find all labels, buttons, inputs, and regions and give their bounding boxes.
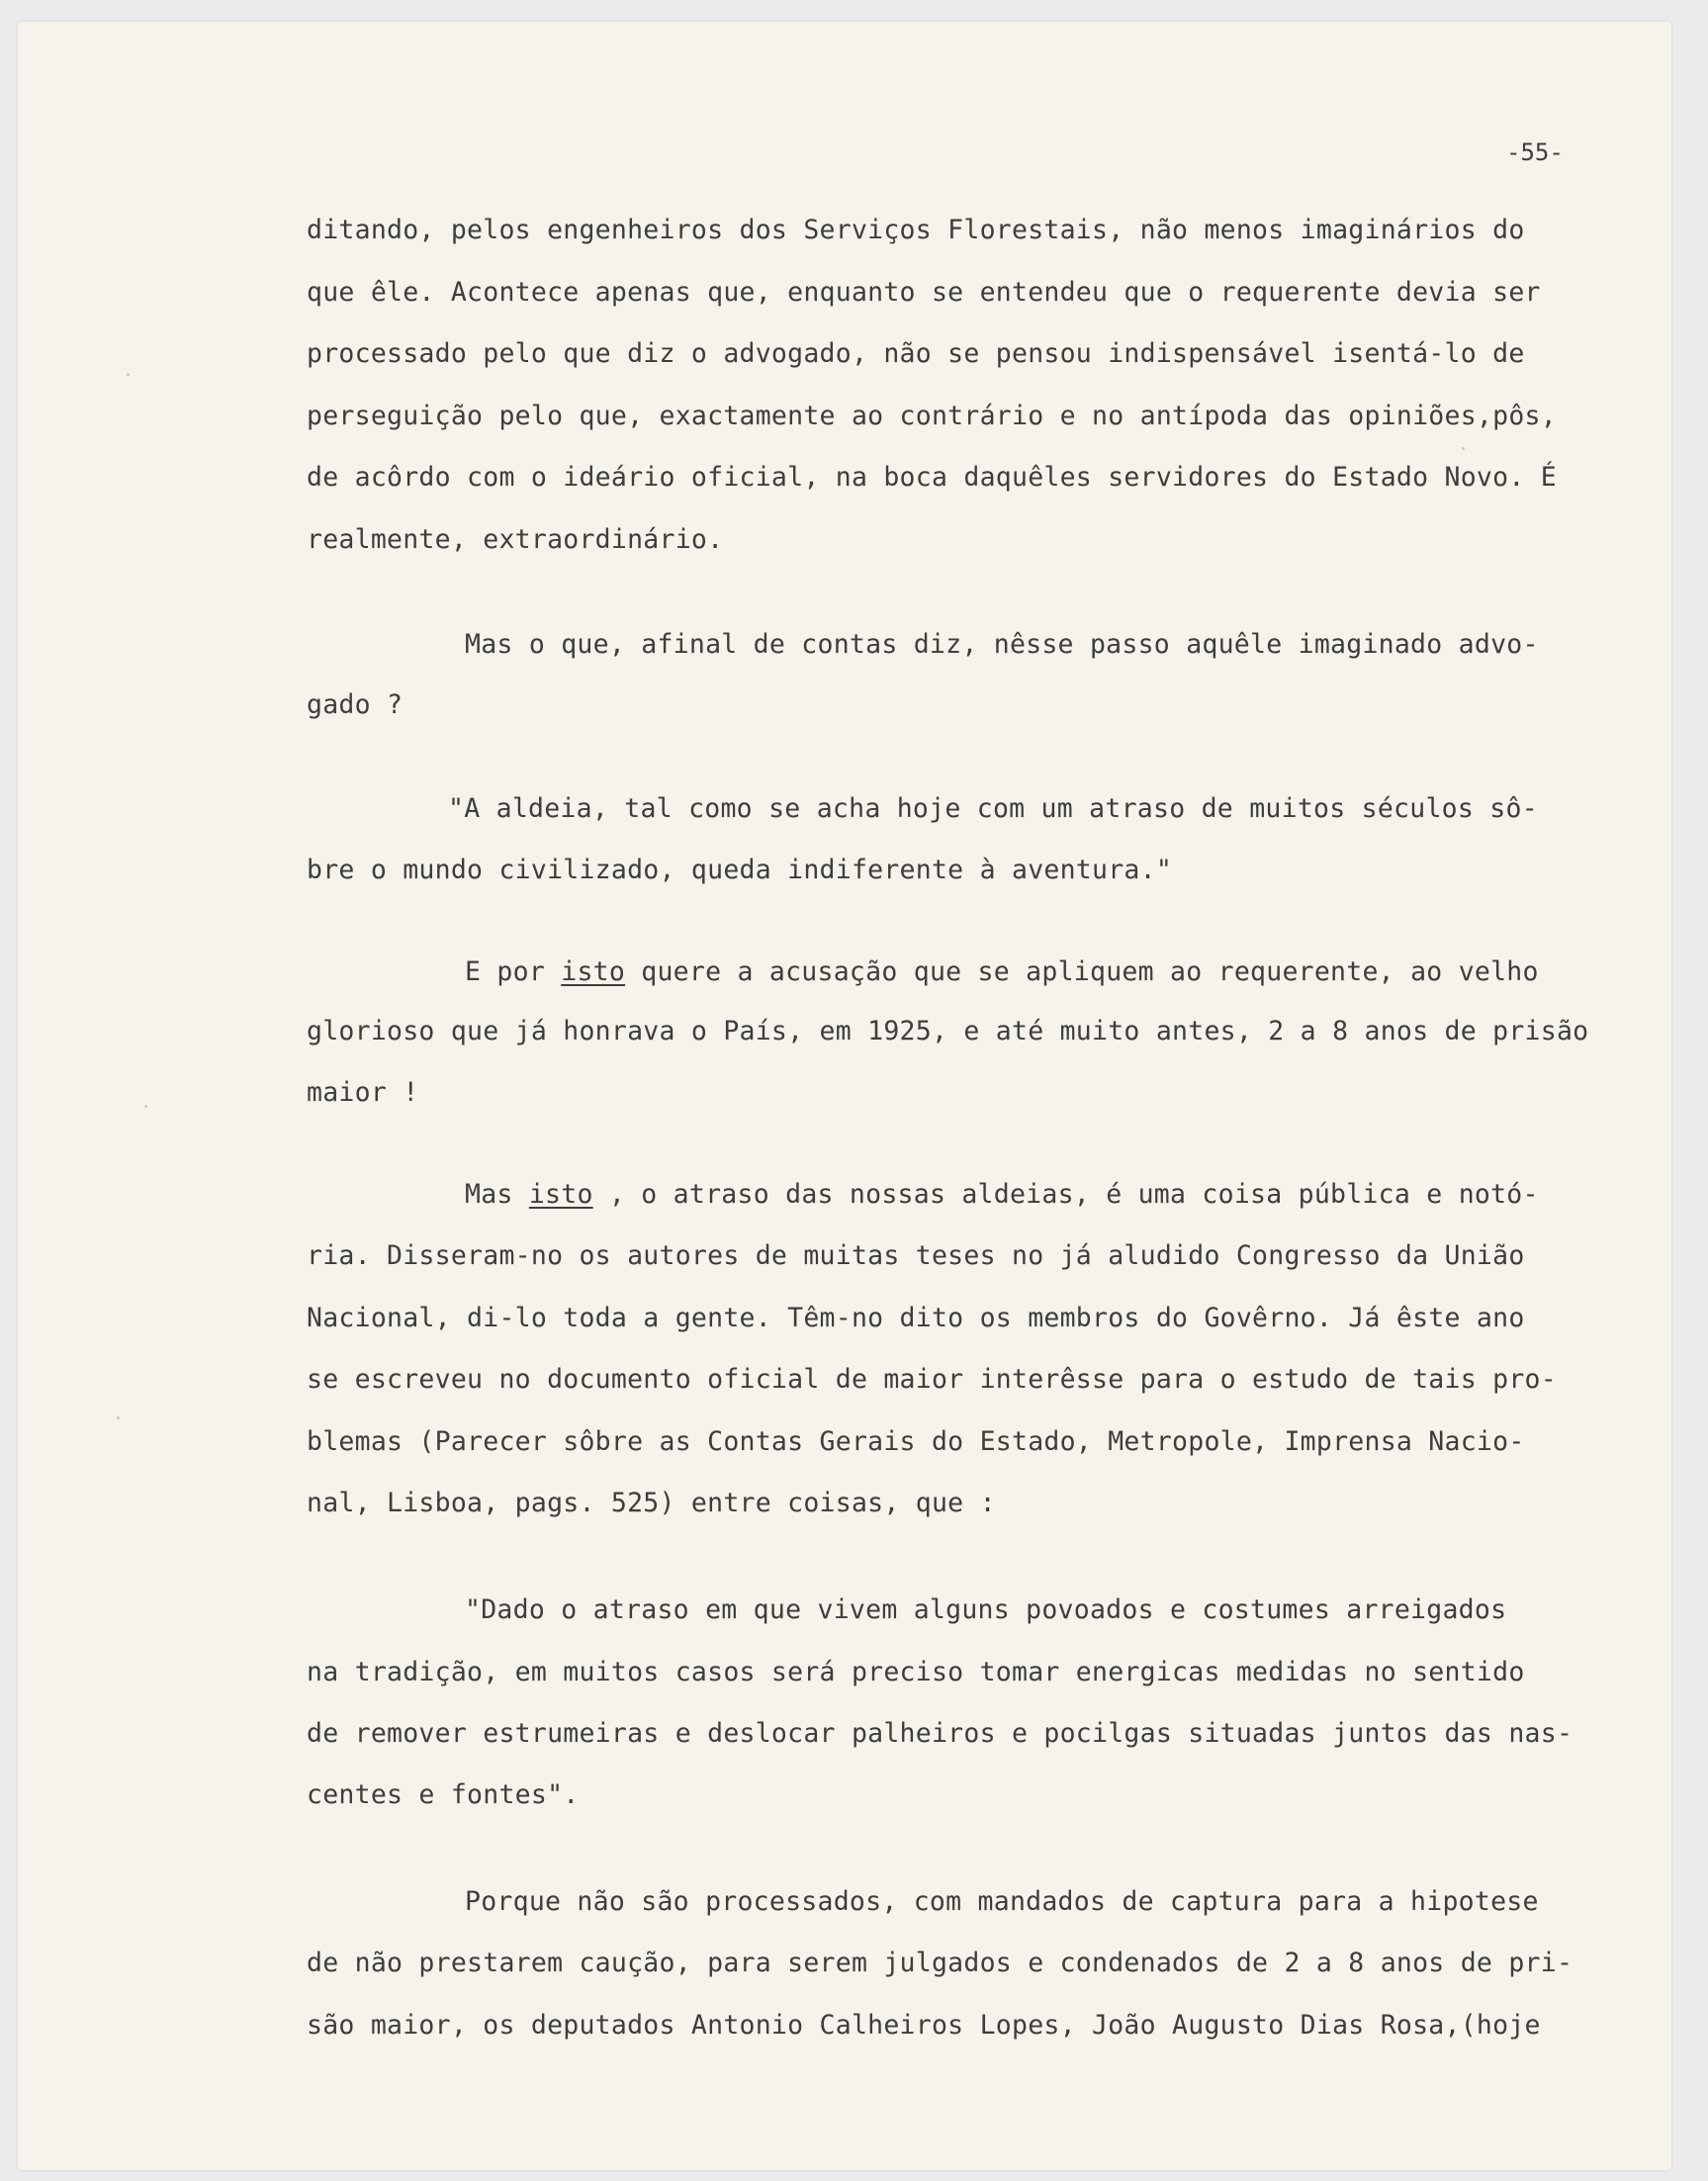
text-line: perseguição pelo que, exactamente ao contrário e no antípoda das opiniões,pôs, [307,401,1557,431]
line-segment: Mas [465,1179,529,1210]
paper-speck [1462,447,1465,450]
text-line: são maior, os deputados Antonio Calheiros Lopes, João Augusto Dias Rosa,(hoje [307,2010,1541,2041]
line-segment: quere a acusação que se apliquem ao requerente, ao velho [625,956,1539,987]
text-line: Porque não são processados, com mandados de captura para a hipotese [465,1886,1539,1917]
text-line: ditando, pelos engenheiros dos Serviços Florestais, não menos imaginários do [307,215,1525,245]
text-line [465,1179,1539,1210]
text-line: Nacional, di-lo toda a gente. Têm-no dito os membros do Govêrno. Já êste ano [307,1303,1525,1333]
text-line: processado pelo que diz o advogado, não se pensou indispensável isentá-lo de [307,338,1525,369]
paper-speck [127,373,130,376]
text-line: gado ? [307,689,404,720]
underlined-word: isto [561,956,626,987]
line-segment: E por [465,956,562,987]
text-line: nal, Lisboa, pags. 525) entre coisas, que : [307,1488,996,1518]
text-line: maior ! [307,1077,419,1108]
line-segment: , o atraso das nossas aldeias, é uma coisa pública e notó- [592,1179,1539,1210]
paper-speck [117,1416,120,1419]
paper-speck [144,1105,147,1108]
text-line: glorioso que já honrava o País, em 1925, e até muito antes, 2 a 8 anos de prisão [307,1016,1589,1046]
quote-line: de remover estrumeiras e deslocar palheiros e pocilgas situadas juntos das nas- [307,1718,1573,1749]
text-line: que êle. Acontece apenas que, enquanto se entendeu que o requerente devia ser [307,277,1541,308]
quote-line: "A aldeia, tal como se acha hoje com um atraso de muitos séculos sô- [448,793,1538,824]
text-line: de acôrdo com o ideário oficial, na boca daquêles servidores do Estado Novo. É [307,462,1557,493]
quote-line: na tradição, em muitos casos será preciso tomar energicas medidas no sentido [307,1657,1525,1687]
page-number: -55- [1506,138,1564,166]
text-line: se escreveu no documento oficial de maior interêsse para o estudo de tais pro- [307,1364,1557,1395]
text-line: ria. Disseram-no os autores de muitas teses no já aludido Congresso da União [307,1240,1525,1271]
quote-line: bre o mundo civilizado, queda indiferente à aventura." [307,855,1173,885]
text-line: de não prestarem caução, para serem julgados e condenados de 2 a 8 anos de pri- [307,1948,1573,1978]
text-line: Mas o que, afinal de contas diz, nêsse passo aquêle imaginado advo- [465,629,1539,660]
underlined-word: isto [528,1179,593,1210]
document-page [18,22,1671,2170]
text-line [465,956,1539,987]
quote-line: centes e fontes". [307,1779,580,1810]
quote-line: "Dado o atraso em que vivem alguns povoados e costumes arreigados [465,1594,1507,1625]
text-line: blemas (Parecer sôbre as Contas Gerais do Estado, Metropole, Imprensa Nacio- [307,1426,1525,1457]
text-line: realmente, extraordinário. [307,524,724,555]
